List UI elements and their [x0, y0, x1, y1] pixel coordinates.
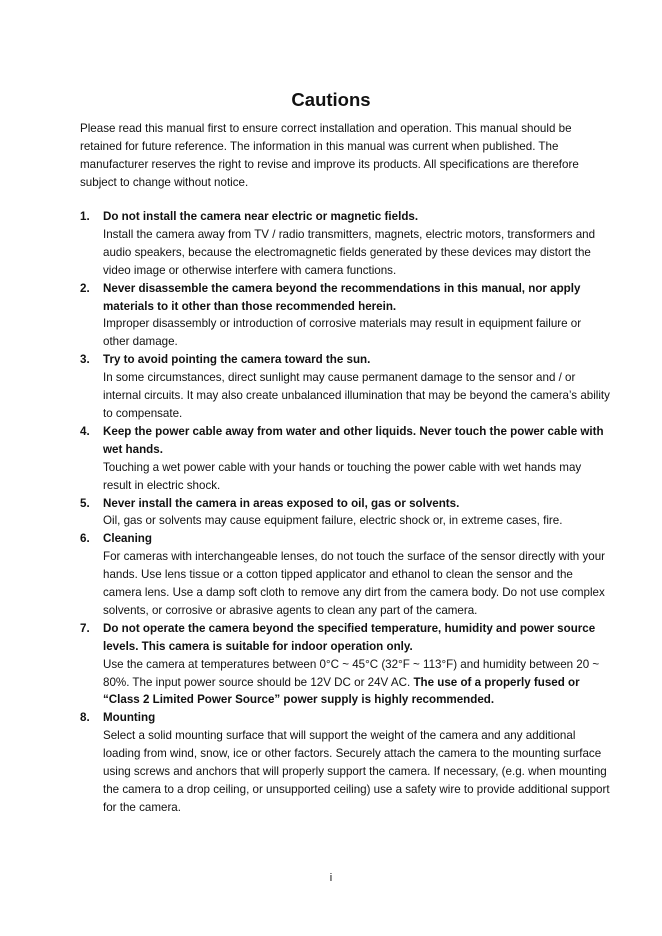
item-body: Improper disassembly or introduction of corrosive materials may result in equipment failure or other damage.	[103, 317, 582, 349]
item-number: 7.	[80, 621, 90, 635]
intro-paragraph: Please read this manual first to ensure correct installation and operation. This manual should be retained for future reference. The information in this manual was current when published. The manufacturer reserves the right to revise and improve its products. All specifications are therefore subject to change without notice.	[80, 122, 579, 189]
cautions-list	[80, 208, 610, 817]
item-body: For cameras with interchangeable lenses, do not touch the surface of the sensor directly with your hands. Use lens tissue or a cotton tipped applicator and ethanol to clean the sensor and the camera lens. Use a damp soft cloth to remove any dirt from the camera body. Do not use complex solvents, or corrosive or abrasive agents to clean any part of the camera.	[103, 550, 606, 617]
caution-item-1	[80, 208, 610, 280]
item-body: In some circumstances, direct sunlight may cause permanent damage to the sensor and / or internal circuits. It may also create unbalanced illumination that may be beyond the camera’s ability to compensate.	[103, 371, 610, 420]
caution-item-6	[80, 530, 610, 620]
caution-item-4	[80, 423, 610, 495]
item-body-wrapper	[103, 656, 610, 710]
item-body: Oil, gas or solvents may cause equipment failure, electric shock or, in extreme cases, fire.	[103, 514, 563, 528]
item-number: 4.	[80, 424, 90, 438]
item-body: Install the camera away from TV / radio transmitters, magnets, electric motors, transformers and audio speakers, because the electromagnetic fields generated by these devices may distort the video image or otherwise interfere with camera functions.	[103, 227, 596, 277]
item-heading: Do not install the camera near electric or magnetic fields.	[103, 210, 419, 223]
item-heading: Keep the power cable away from water and other liquids. Never touch the power cable with wet hands.	[103, 424, 604, 456]
item-number: 1.	[80, 210, 90, 223]
item-body-emphasis: The use of a properly fused or “Class 2 Limited Power Source” power supply is highly recommended.	[103, 675, 580, 707]
page-number: i	[329, 872, 333, 884]
caution-item-8	[80, 709, 610, 816]
caution-item-3	[80, 351, 610, 423]
item-heading: Cleaning	[103, 532, 152, 546]
item-heading: Never install the camera in areas exposed to oil, gas or solvents.	[103, 496, 460, 510]
item-number: 6.	[80, 532, 90, 546]
item-body: Use the camera at temperatures between 0°C ~ 45°C (32°F ~ 113°F) and humidity between 20 ~ 80%. The input power source should be 12V DC or 24V AC.	[103, 657, 600, 689]
item-number: 3.	[80, 353, 90, 367]
caution-item-2	[80, 280, 610, 352]
item-number: 5.	[80, 496, 90, 510]
caution-item-5	[80, 495, 610, 531]
page-title: Cautions	[291, 89, 371, 110]
item-heading: Mounting	[103, 711, 156, 725]
item-body: Select a solid mounting surface that will support the weight of the camera and any additional loading from wind, snow, ice or other factors. Securely attach the camera to the mounting surface using screws and anchors that will properly support the camera. If necessary, (e.g. when mounting the camera to a drop ceiling, or unsupported ceiling) use a safety wire to provide additional support for the camera.	[103, 729, 610, 814]
item-number: 2.	[80, 281, 90, 295]
item-heading: Try to avoid pointing the camera toward the sun.	[103, 353, 371, 367]
item-heading: Do not operate the camera beyond the specified temperature, humidity and power source levels. This camera is suitable for indoor operation only.	[103, 621, 596, 653]
item-number: 8.	[80, 711, 90, 725]
item-body: Touching a wet power cable with your hands or touching the power cable with wet hands may result in electric shock.	[103, 460, 582, 492]
item-heading: Never disassemble the camera beyond the recommendations in this manual, nor apply materials to it other than those recommended herein.	[103, 281, 581, 313]
caution-item-7	[80, 620, 610, 710]
